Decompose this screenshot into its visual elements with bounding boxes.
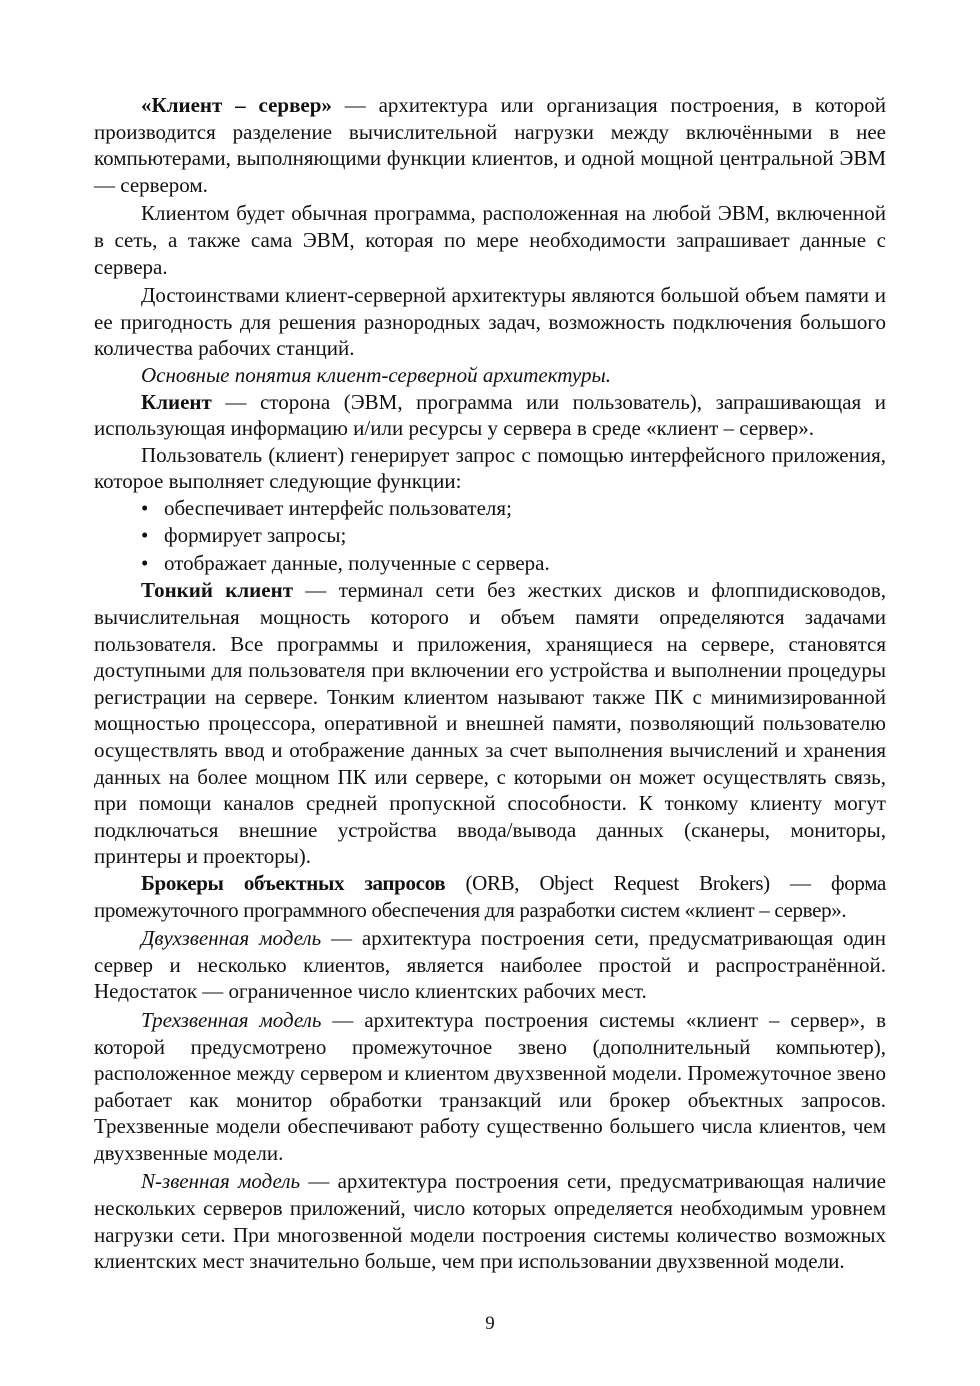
bullet-icon: • xyxy=(141,495,149,520)
term-thin-client: Тонкий клиент xyxy=(141,578,294,603)
bullet-icon: • xyxy=(141,523,149,548)
paragraph-thin-client xyxy=(94,577,886,870)
list-item: • обеспечивает интерфейс пользователя; xyxy=(94,495,886,523)
paragraph-text: — архитектура построения сети, предусматривающая наличие нескольких серверов приложений, число которых определяется необходимым уровнем нагрузки сети. При многозвенной модели построения системы количество возможных клиентских мест значительно больше, чем при использовании двухзвенной модели. xyxy=(94,1169,886,1274)
paragraph-client-server xyxy=(94,92,886,198)
bullet-icon: • xyxy=(141,550,149,575)
paragraph-n-tier xyxy=(94,1168,886,1274)
paragraph-text: (ORB, Object Request Brokers) — форма промежуточного программного обеспечения для разработки систем «клиент – сервер». xyxy=(94,870,886,922)
list-item: • формирует запросы; xyxy=(94,522,886,550)
term-client-server: «Клиент – сервер» xyxy=(141,93,332,117)
page-body xyxy=(94,92,886,1277)
paragraph-text: — терминал сети без жестких дисков и флоппидисководов, вычислительная мощность которого и объем памяти определяются задачами пользователя. Все программы и приложения, хранящиеся на сервере, становятся доступными для пользователя при включении его устройства и выполнении процедуры регистрации на сервере. Тонким клиентом называют также ПК с минимизированной мощностью процессора, оперативной и внешней памяти, позволяющий пользователю осуществлять ввод и отображение данных за счет выполнения вычислений и хранения данных на более мощном ПК или сервере, с которыми он может осуществлять связь, при помощи каналов средней пропускной способности. К тонкому клиенту могут подключаться внешние устройства ввода/вывода данных (сканеры, мониторы, принтеры и проекторы). xyxy=(94,578,887,869)
paragraph-text: Клиентом будет обычная программа, расположенная на любой ЭВМ, включенной в сеть, а также сама ЭВМ, которая по мере необходимости запрашивает данные с сервера. xyxy=(94,201,886,279)
paragraph-user-request xyxy=(94,442,886,495)
term-n-tier: N-звенная модель xyxy=(141,1169,301,1194)
paragraph-two-tier xyxy=(94,925,886,1005)
paragraph-text: Пользователь (клиент) генерирует запрос с помощью интерфейсного приложения, которое выполняет следующие функции: xyxy=(94,442,886,494)
term-orb: Брокеры объектных запросов xyxy=(141,870,446,895)
paragraph-client-term xyxy=(94,389,886,442)
paragraph-client-definition xyxy=(94,200,886,280)
page-number: 9 xyxy=(485,1313,495,1334)
term-client: Клиент xyxy=(141,389,212,414)
paragraph-text: — архитектура построения системы «клиент – сервер», в которой предусмотрено промежуточное звено (дополнительный компьютер), расположенное между сервером и клиентом двухзвенной модели. Промежуточное звено работает как монитор обработки транзакций или брокер объектных запросов. Трехзвенные модели обеспечивают работу существенно большего числа клиентов, чем двухзвенные модели. xyxy=(94,1007,886,1165)
term-two-tier: Двухзвенная модель xyxy=(141,926,322,951)
functions-list xyxy=(94,495,886,578)
paragraph-advantages xyxy=(94,282,886,362)
section-heading-basic-concepts xyxy=(94,362,886,389)
term-three-tier: Трехзвенная модель xyxy=(141,1007,322,1032)
paragraph-text: — сторона (ЭВМ, программа или пользователь), запрашивающая и использующая информацию и/или ресурсы у сервера в среде «клиент – сервер». xyxy=(94,389,886,441)
paragraph-orb xyxy=(94,870,886,923)
paragraph-three-tier xyxy=(94,1007,886,1167)
paragraph-text: Достоинствами клиент-серверной архитектуры являются большой объем памяти и ее пригодность для решения разнородных задач, возможность подключения большого количества рабочих станций. xyxy=(94,283,886,361)
paragraph-text: — архитектура построения сети, предусматривающая один сервер и несколько клиентов, является наиболее простой и распространённой. Недостаток — ограниченное число клиентских рабочих мест. xyxy=(94,926,887,1004)
heading-text: Основные понятия клиент-серверной архитектуры. xyxy=(141,362,611,387)
list-item: • отображает данные, полученные с сервера. xyxy=(94,550,886,578)
paragraph-text: — архитектура или организация построения, в которой производится разделение вычислительной нагрузки между включёнными в нее компьютерами, выполняющими функции клиентов, и одной мощной центральной ЭВМ — сервером. xyxy=(94,93,886,197)
